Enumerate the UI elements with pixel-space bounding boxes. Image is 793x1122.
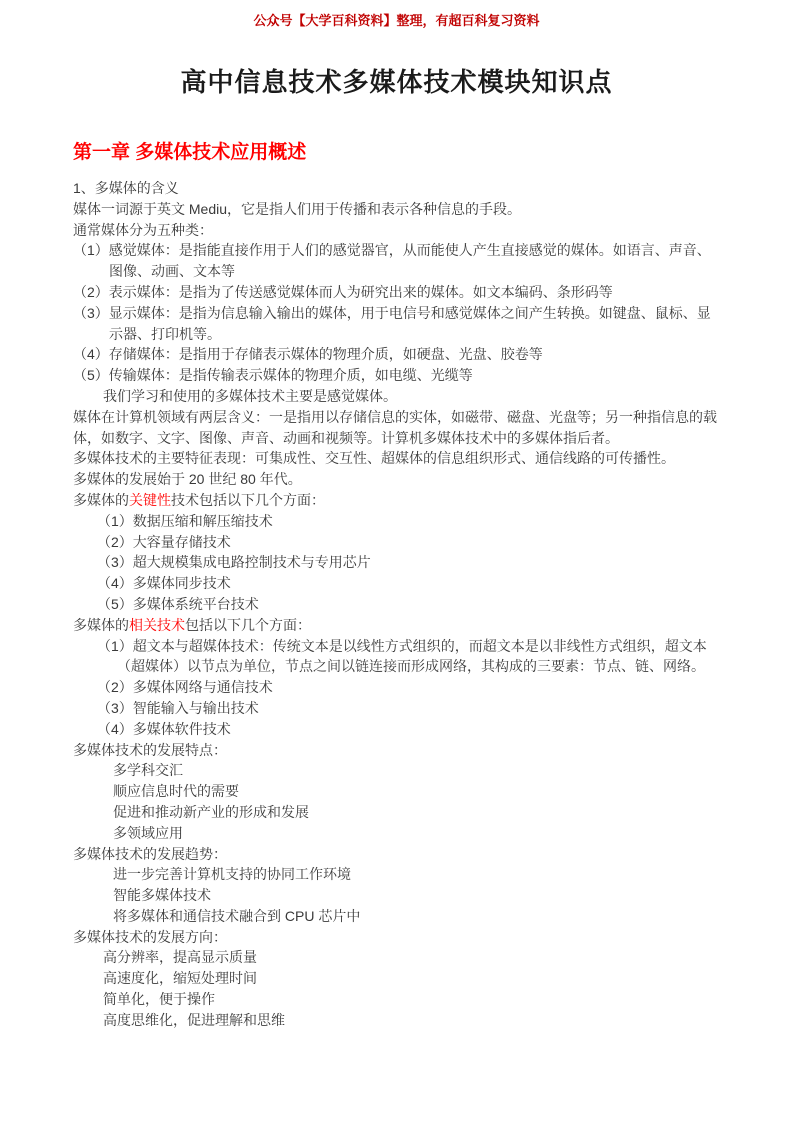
text-segment: （3）智能输入与输出技术 [97, 699, 259, 716]
text-segment: （1）数据压缩和解压缩技术 [97, 512, 273, 529]
text-segment: 多媒体技术的发展方向： [73, 928, 227, 945]
text-line [117, 656, 720, 677]
text-segment: 顺应信息时代的需要 [113, 783, 239, 800]
page-header-note: 公众号【大学百科资料】整理，有超百科复习资料 [253, 13, 540, 28]
text-line [73, 448, 720, 469]
text-segment: 体，如数字、文字、图像、声音、动画和视频等。计算机多媒体技术中的多媒体指后者。 [73, 429, 619, 446]
text-line [73, 178, 720, 199]
text-line [73, 220, 720, 241]
text-line [97, 552, 720, 573]
text-line [103, 968, 720, 989]
text-segment: 包括以下几个方面： [185, 616, 311, 633]
text-segment: （2）表示媒体：是指为了传送感觉媒体而人为研究出来的媒体。如文本编码、条形码等 [73, 283, 613, 300]
text-line [103, 1010, 720, 1031]
text-segment: 多媒体技术的发展特点： [73, 741, 227, 758]
text-segment: 多学科交汇 [113, 762, 183, 779]
text-segment: 简单化，便于操作 [103, 991, 215, 1008]
text-line [73, 407, 720, 428]
text-line [97, 573, 720, 594]
text-segment: （5）多媒体系统平台技术 [97, 595, 259, 612]
text-segment: （超媒体）以节点为单位，节点之间以链连接而形成网络，其构成的三要素：节点、链、网络。 [117, 658, 705, 675]
text-line [103, 989, 720, 1010]
text-line [97, 636, 720, 657]
text-segment: 多媒体技术的主要特征表现：可集成性、交互性、超媒体的信息组织形式、通信线路的可传播性。 [73, 450, 675, 467]
text-line [113, 760, 720, 781]
text-segment: 高分辨率，提高显示质量 [103, 949, 257, 966]
text-line [73, 344, 720, 365]
highlight-red: 相关技术 [129, 616, 185, 633]
text-line [73, 282, 720, 303]
text-segment: 通常媒体分为五种类： [73, 221, 213, 238]
text-segment: 技术包括以下几个方面： [171, 491, 325, 508]
text-line [97, 594, 720, 615]
text-segment: 将多媒体和通信技术融合到 CPU 芯片中 [113, 907, 361, 924]
text-segment: 智能多媒体技术 [113, 887, 211, 904]
text-line [97, 532, 720, 553]
text-segment: 媒体在计算机领域有两层含义：一是指用以存储信息的实体，如磁带、磁盘、光盘等；另一种指信息的载 [73, 408, 717, 425]
text-segment: 进一步完善计算机支持的协同工作环境 [113, 866, 351, 883]
chapter-heading: 第一章 多媒体技术应用概述 [73, 142, 307, 163]
text-segment: 多媒体的发展始于 20 世纪 80 年代。 [73, 471, 302, 488]
text-line [73, 365, 720, 386]
text-line [73, 490, 720, 511]
text-line [109, 324, 720, 345]
text-segment: （3）超大规模集成电路控制技术与专用芯片 [97, 554, 371, 571]
text-segment: 图像、动画、文本等 [109, 263, 235, 280]
text-line [73, 927, 720, 948]
text-segment: 高速度化，缩短处理时间 [103, 970, 257, 987]
text-line [113, 906, 720, 927]
text-line [73, 615, 720, 636]
text-segment: （1）感觉媒体：是指能直接作用于人们的感觉器官，从而能使人产生直接感觉的媒体。如语言、声音、 [73, 242, 711, 259]
text-line [73, 199, 720, 220]
text-line [73, 740, 720, 761]
text-segment: （2）多媒体网络与通信技术 [97, 679, 273, 696]
text-segment: （2）大容量存储技术 [97, 533, 231, 550]
highlight-red: 关键性 [129, 491, 171, 508]
text-segment: 我们学习和使用的多媒体技术主要是感觉媒体。 [103, 387, 397, 404]
text-segment: （4）多媒体软件技术 [97, 720, 231, 737]
text-line [73, 844, 720, 865]
text-segment: 多领域应用 [113, 824, 183, 841]
text-segment: （4）多媒体同步技术 [97, 575, 231, 592]
text-line [113, 885, 720, 906]
text-segment: 多媒体技术的发展趋势： [73, 845, 227, 862]
text-segment: 媒体一词源于英文 Mediu，它是指人们用于传播和表示各种信息的手段。 [73, 200, 522, 217]
text-line [97, 511, 720, 532]
text-line [73, 303, 720, 324]
text-segment: 1、多媒体的含义 [73, 180, 179, 196]
text-segment: （1）超文本与超媒体技术：传统文本是以线性方式组织的，而超文本是以非线性方式组织，超文本 [97, 637, 707, 654]
text-line [73, 240, 720, 261]
text-segment: 示器、打印机等。 [109, 325, 221, 342]
text-segment: 高度思维化，促进理解和思维 [103, 1011, 285, 1028]
text-segment: （3）显示媒体：是指为信息输入输出的媒体，用于电信号和感觉媒体之间产生转换。如键盘、鼠标、显 [73, 304, 711, 321]
document-body [73, 178, 720, 1031]
text-line [113, 781, 720, 802]
text-line [113, 864, 720, 885]
text-line [97, 698, 720, 719]
text-line [103, 386, 720, 407]
text-line [73, 428, 720, 449]
document-title: 高中信息技术多媒体技术模块知识点 [180, 67, 613, 97]
text-segment: 促进和推动新产业的形成和发展 [113, 803, 309, 820]
text-line [73, 469, 720, 490]
text-segment: （4）存储媒体：是指用于存储表示媒体的物理介质，如硬盘、光盘、胶卷等 [73, 346, 543, 363]
text-segment: （5）传输媒体：是指传输表示媒体的物理介质，如电缆、光缆等 [73, 367, 473, 384]
text-line [103, 947, 720, 968]
text-line [113, 823, 720, 844]
text-segment: 多媒体的 [73, 491, 129, 508]
text-segment: 多媒体的 [73, 616, 129, 633]
text-line [113, 802, 720, 823]
text-line [109, 261, 720, 282]
text-line [97, 719, 720, 740]
text-line [97, 677, 720, 698]
